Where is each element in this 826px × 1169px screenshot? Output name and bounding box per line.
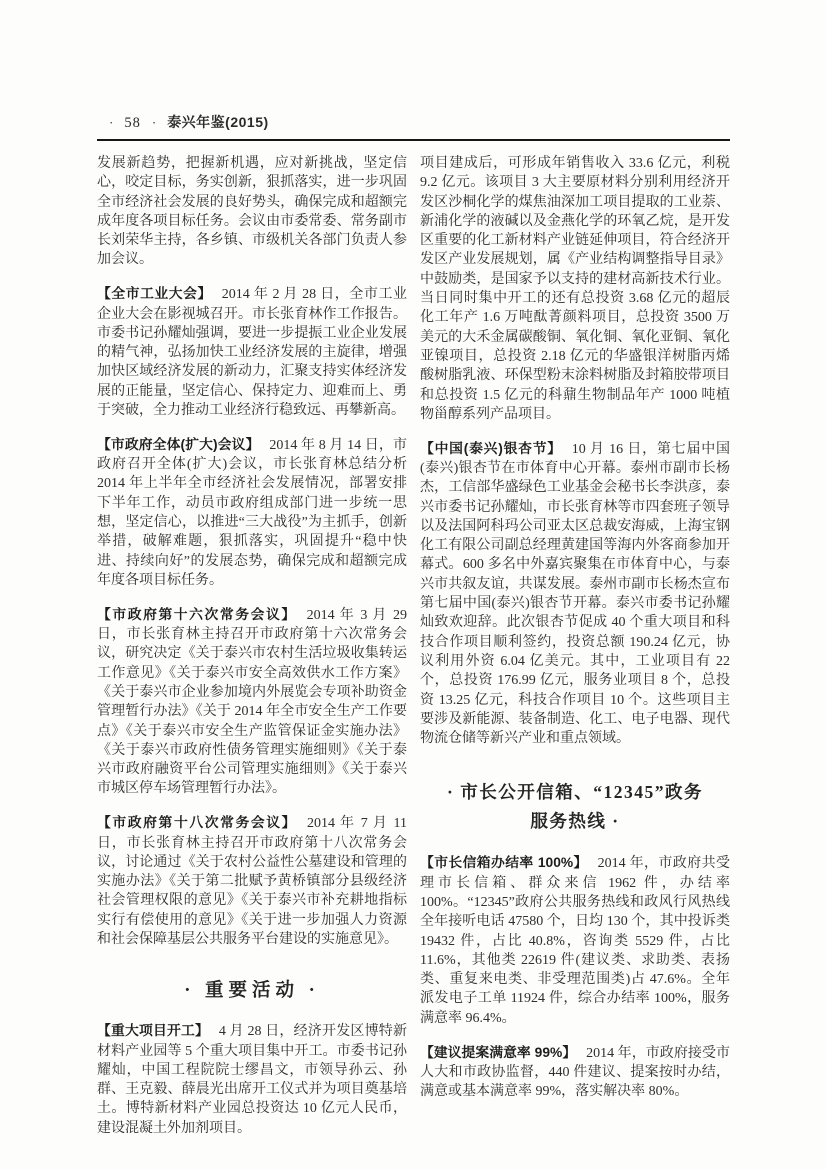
entry-title: 【建议提案满意率 99%】 — [420, 1044, 577, 1060]
section-heading-line1: · 市长公开信箱、“12345”政务 — [447, 782, 703, 803]
entry-proposal-satisfaction-rate — [420, 1043, 730, 1102]
entry-text: 2014 年，市政府接受市人大和市政协监督，440 件建议、提案按时办结，满意或基本满意率 99%，落实解决率 80%。 — [420, 1045, 730, 1100]
entry-title: 【重大项目开工】 — [97, 1023, 209, 1039]
entry-18th-executive-meeting — [97, 813, 407, 949]
entry-citywide-industry-conference — [97, 284, 407, 420]
entry-text: 2014 年 8 月 14 日，市政府召开全体(扩大)会议，市长张育林总结分析 2014 年上半年全市经济社会发展情况，部署安排下半年工作，动员市政府组成部门进一步统一思想，坚定信心，以推进“三大战役”为主抓手，创新举措，破解难题，狠抓落实，巩固提升“稳中快进、持续向好”的发展态势，确保完成和超额完成年度各项目标任务。 — [97, 437, 407, 588]
header-dot-left: · — [109, 115, 114, 130]
header-dot-right: · — [151, 115, 157, 130]
continuation-paragraph: 项目建成后，可形成年销售收入 33.6 亿元，利税 9.2 亿元。该项目 3 大主要原材料分别利用经济开发区沙桐化学的煤焦油深加工项目提取的工业萘、新浦化学的液碱以及金燕化学的环氧乙烷，是开发区重要的化工新材料产业链延伸项目，符合经济开发区产业发展规划，属《产业结构调整指导目录》中鼓励类，是国家予以支持的建材高新技术行业。当日同时集中开工的还有总投资 3.68 亿元的超辰化工年产 1.6 万吨酞菁颜料项目，总投资 3500 万美元的大禾金属碳酸铜、氧化铜、氧化亚铜、氧化亚镍项目，总投资 2.18 亿元的华盛银洋树脂丙烯酸树脂乳液、环保型粉末涂料树脂及封箱胶带项目和总投资 1.5 亿元的科鼐生物制品年产 1000 吨植物甾醇系列产品项目。 — [420, 156, 730, 422]
entry-title: 【全市工业大会】 — [97, 286, 212, 302]
page-number: 58 — [124, 115, 141, 131]
entry-title: 【市政府第十八次常务会议】 — [97, 815, 298, 831]
entry-title: 【市政府第十六次常务会议】 — [97, 606, 297, 622]
running-head — [97, 112, 730, 132]
page-body — [97, 154, 730, 1138]
entry-title: 【市政府全体(扩大)会议】 — [97, 436, 260, 452]
left-column — [97, 154, 407, 1138]
section-heading-mayor-mailbox-hotline — [420, 778, 730, 836]
right-column — [420, 154, 730, 1138]
header-rule — [97, 139, 730, 141]
entry-text: 4 月 28 日，经济开发区博特新材料产业园等 5 个重大项目集中开工。市委书记孙耀灿，中国工程院院士缪昌文，市领导孙云、孙群、王克毅、薛晨光出席开工仪式并为项目奠基培土。博特新材料产业园总投资达 10 亿元人民币，建设混凝土外加剂项目。 — [97, 1024, 408, 1136]
entry-title: 【市长信箱办结率 100%】 — [420, 855, 588, 871]
entry-text: 2014 年 2 月 28 日，全市工业企业大会在影视城召开。市长张育林作工作报告。市委书记孙耀灿强调，要进一步提振工业企业发展的精气神，弘扬加快工业经济发展的主旋律，增强加快区域经济发展的新动力，汇聚支持实体经济发展的正能量，坚定信心、保持定力、迎难而上、勇于突破，全力推动工业经济行稳致远、再攀新高。 — [97, 287, 408, 419]
entry-16th-executive-meeting — [97, 605, 407, 799]
entry-government-plenary-meeting — [97, 435, 407, 590]
entry-title: 【中国(泰兴)银杏节】 — [420, 440, 562, 456]
entry-text: 2014 年 7 月 11 日，市长张育林主持召开市政府第十八次常务会议，讨论通过《关于农村公益性公墓建设和管理的实施办法》《关于第二批赋予黄桥镇部分县级经济社会管理权限的意见》《关于泰兴市补充耕地指标实行有偿使用的意见》《关于进一步加强人力资源和社会保障基层公共服务平台建设的实施意见》。 — [97, 816, 407, 947]
continuation-paragraph: 发展新趋势，把握新机遇，应对新挑战，坚定信心，咬定目标，务实创新，狠抓落实，进一步巩固全市经济社会发展的良好势头，确保完成和超额完成年度各项目标任务。会议由市委常委、常务副市长刘荣华主持，各乡镇、市级机关各部门负责人参加会议。 — [97, 156, 407, 268]
entry-ginkgo-festival — [420, 439, 730, 749]
entry-text: 10 月 16 日，第七届中国(泰兴)银杏节在市体育中心开幕。泰州市副市长杨杰，工信部华盛绿色工业基金会秘书长李洪彦，泰兴市委书记孙耀灿，市长张育林等市四套班子领导以及法国阿科玛公司亚太区总裁安海威，上海宝钢化工有限公司副总经理黄建国等海内外客商参加开幕式。600 多名中外嘉宾聚集在市体育中心，与泰兴市共叙友谊，共谋发展。泰州市副市长杨杰宣布第七届中国(泰兴)银杏节开幕。泰兴市委书记孙耀灿致欢迎辞。此次银杏节促成 40 个重大项目和科技合作项目顺利签约，投资总额 190.24 亿元，协议利用外资 6.04 亿美元。其中，工业项目有 22 个，总投资 176.99 亿元，服务业项目 8 个，总投资 13.25 亿元，科技合作项目 10 个。这些项目主要涉及新能源、装备制造、化工、电子电器、现代物流仓储等新兴产业和重点领域。 — [420, 441, 730, 747]
entry-text: 2014 年 3 月 29 日，市长张育林主持召开市政府第十六次常务会议，研究决定《关于泰兴市农村生活垃圾收集转运工作意见》《关于泰兴市安全高效供水工作方案》《关于泰兴市企业参加境内外展览会专项补助资金管理暂行办法》《关于 2014 年全市安全生产工作要点》《关于泰兴市安全生产监管保证金实施办法》《关于泰兴市政府性债务管理实施细则》《关于泰兴市政府融资平台公司管理实施细则》《关于泰兴市城区停车场管理暂行办法》。 — [97, 607, 408, 797]
section-heading-important-activities: · 重要活动 · — [184, 981, 320, 1002]
section-heading-line2: 服务热线 · — [530, 811, 620, 832]
book-title: 泰兴年鉴(2015) — [167, 114, 269, 130]
entry-text: 2014 年，市政府共受理市长信箱、群众来信 1962 件，办结率 100%。“12345”政府公共服务热线和政风行风热线全年接听电话 47580 个，日均 130 个，其中投诉类 19432 件，占比 40.8%，咨询类 5529 件，占比 11.6%，其他类 22619 件(建议类、求助类、表扬类、重复来电类、非受理范围类)占 47.6%。全年派发电子工单 11924 件，综合办结率 100%，服务满意率 96.4%。 — [420, 856, 731, 1026]
entry-mayor-mailbox-completion-rate — [420, 853, 730, 1028]
entry-major-project-groundbreaking — [97, 1021, 407, 1138]
